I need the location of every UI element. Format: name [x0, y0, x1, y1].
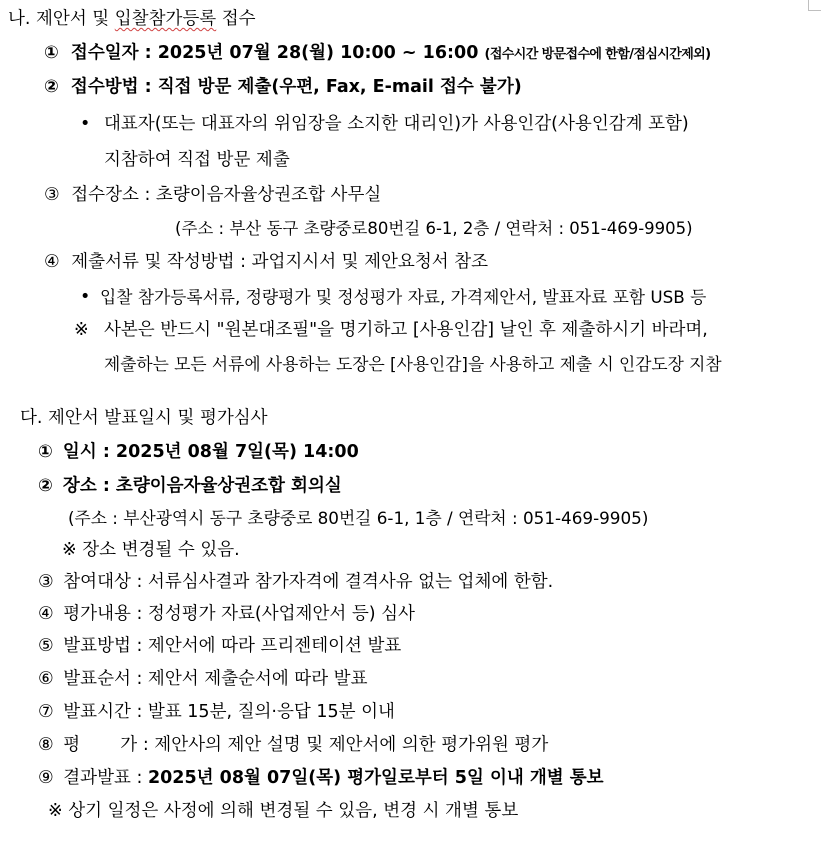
section-na-heading	[8, 7, 256, 31]
evaluation-content: 평가내용 : 정성평가 자료(사업제안서 등) 심사	[63, 604, 415, 624]
copy-note-line2: 제출하는 모든 서류에 사용하는 도장은 [사용인감]을 사용하고 제출 시 인감도장 지참	[104, 354, 722, 374]
item-da-5	[38, 634, 401, 658]
section-da-heading: 다. 제안서 발표일시 및 평가심사	[20, 408, 268, 428]
copy-note-line1	[104, 318, 807, 342]
item-number: ④	[44, 252, 60, 272]
receipt-method-detail-text: 대표자(또는 대표자의 위임장을 소지한 대리인)가 사용인감(사용인감계 포함)	[104, 114, 689, 134]
result-announcement: 2025년 08월 07일(목) 평가일로부터 5일 이내 개별 통보	[147, 768, 604, 788]
item-number: ⑥	[38, 669, 54, 689]
receipt-method-detail-line1	[104, 112, 807, 136]
item-number: ⑤	[38, 636, 54, 656]
item-na-4	[44, 250, 488, 274]
item-number: ⑧	[38, 735, 54, 755]
evaluation-label	[63, 733, 137, 757]
evaluation-label-a: 평	[63, 735, 81, 755]
item-na-2	[44, 75, 522, 99]
item-number: ⑨	[38, 768, 54, 788]
bullet-symbol: •	[80, 287, 91, 307]
bullet-symbol: •	[80, 114, 91, 134]
presentation-method: 발표방법 : 제안서에 따라 프리젠테이션 발표	[63, 636, 402, 656]
place-change-note: ※ 장소 변경될 수 있음.	[62, 540, 240, 560]
eligible-participants: 참여대상 : 서류심사결과 참가자격에 결격사유 없는 업체에 한함.	[63, 572, 554, 592]
presentation-datetime: 일시 : 2025년 08월 7일(목) 14:00	[62, 442, 359, 462]
item-na-1	[44, 41, 710, 67]
item-da-2	[38, 474, 342, 498]
item-da-1	[38, 440, 359, 464]
item-number: ①	[44, 43, 59, 63]
presentation-place: 장소 : 초량이음자율상권조합 회의실	[62, 476, 342, 496]
item-number: ③	[38, 572, 54, 592]
item-da-9	[38, 766, 604, 790]
item-da-4	[38, 602, 415, 626]
presentation-order: 발표순서 : 제안서 제출순서에 따라 발표	[63, 669, 368, 689]
receipt-date: 접수일자 : 2025년 07월 28(월) 10:00 ~ 16:00	[70, 43, 479, 63]
item-na-3	[44, 183, 381, 207]
item-number: ④	[38, 604, 54, 624]
receipt-method: 접수방법 : 직접 방문 제출(우편, Fax, E-mail 접수 불가)	[70, 77, 522, 97]
spellcheck-word: 입찰참가등록	[114, 9, 217, 29]
presentation-address: (주소 : 부산광역시 동구 초량중로 80번길 6-1, 1층 / 연락처 : 051-469-9905)	[68, 508, 649, 528]
result-label: 결과발표 :	[63, 768, 148, 788]
copy-note-text: 사본은 반드시 "원본대조필"을 명기하고 [사용인감] 날인 후 제출하시기 바라며,	[104, 320, 708, 340]
item-da-8	[38, 733, 548, 757]
page-corner-mark	[808, 0, 821, 11]
note-symbol: ※	[74, 320, 89, 340]
evaluation-text: : 제안사의 제안 설명 및 제안서에 의한 평가위원 평가	[137, 735, 549, 755]
receipt-date-note: (접수시간 방문접수에 한함/점심시간제외)	[484, 47, 711, 62]
presentation-time: 발표시간 : 발표 15분, 질의·응답 15분 이내	[63, 702, 395, 722]
item-number: ②	[38, 476, 53, 496]
item-number: ①	[38, 442, 53, 462]
section-na-heading-prefix: 나. 제안서 및	[8, 9, 115, 29]
receipt-address: (주소 : 부산 동구 초량중로80번길 6-1, 2층 / 연락처 : 051-469-9905)	[175, 219, 693, 238]
item-da-6	[38, 667, 367, 691]
item-number: ②	[44, 77, 59, 97]
documents-list: 입찰 참가등록서류, 정량평가 및 정성평가 자료, 가격제안서, 발표자료 포함 USB 등	[100, 287, 707, 307]
documents-guide: 제출서류 및 작성방법 : 과업지시서 및 제안요청서 참조	[71, 252, 489, 272]
receipt-place: 접수장소 : 초량이음자율상권조합 사무실	[71, 185, 382, 205]
item-da-7	[38, 700, 395, 724]
receipt-method-detail-line2: 지참하여 직접 방문 제출	[104, 150, 290, 170]
evaluation-label-b: 가	[120, 735, 138, 755]
item-number: ③	[44, 185, 60, 205]
item-number: ⑦	[38, 702, 54, 722]
section-na-heading-suffix: 접수	[216, 9, 256, 29]
schedule-change-note: ※ 상기 일정은 사정에 의해 변경될 수 있음, 변경 시 개별 통보	[48, 801, 519, 821]
item-da-3	[38, 570, 553, 594]
